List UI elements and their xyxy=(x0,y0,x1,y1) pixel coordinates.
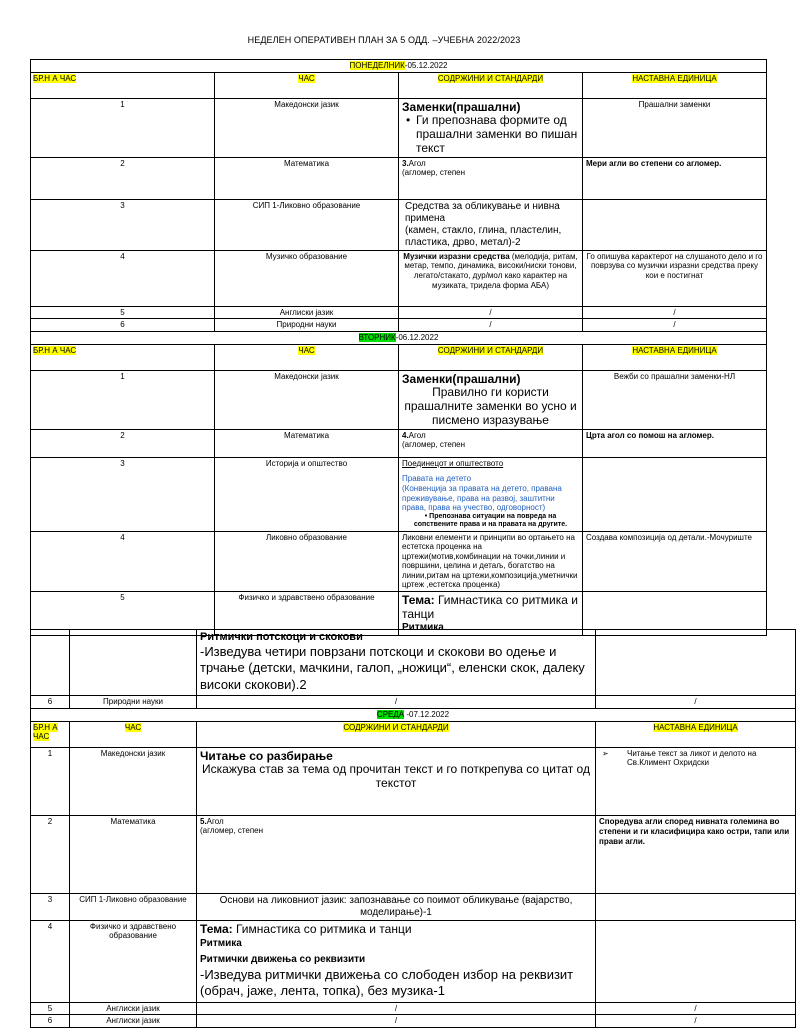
header-subject: ЧАС xyxy=(298,345,315,355)
table-row xyxy=(31,920,796,1002)
lesson-number: 5. xyxy=(200,816,207,826)
subject-name: Македонски јазик xyxy=(70,747,197,815)
header-content: СОДРЖИНИ И СТАНДАРДИ xyxy=(437,345,544,355)
content-bullet: • Препознава ситуации на повреда на сопствените права и на правата на другите. xyxy=(413,512,568,529)
header-unit: НАСТАВНА ЕДИНИЦА xyxy=(653,722,738,732)
content-text: Ликовни елементи и принципи во ортањето на естетска проценка на цртежи(мотив,комбинации на точки,линии и површини, целина и детаљ, богатство на линии,ритам на цртежи,композиција,уметнички цртеж ,естетска проценка) xyxy=(399,531,583,592)
teaching-unit: Прашални заменки xyxy=(583,99,767,158)
subject-name: Англиски јазик xyxy=(70,1002,197,1015)
subject-name: Природни науки xyxy=(70,696,197,709)
lesson-topic: Агол xyxy=(408,158,426,168)
teaching-unit: Создава композиција од детали.-Мочуриште xyxy=(583,531,767,592)
header-subject: ЧАС xyxy=(124,722,142,732)
teaching-unit: / xyxy=(583,319,767,332)
header-no: БР.Н А ЧАС xyxy=(33,345,77,355)
subject-name: Математика xyxy=(70,815,197,893)
day-date-monday: -05.12.2022 xyxy=(404,61,448,70)
row-number: 1 xyxy=(31,747,70,815)
table-row xyxy=(31,370,767,429)
content-sub: Ритмички движења со реквизити xyxy=(200,953,366,965)
content-line: Правилно ги користи прашалните заменки во усно и писмено изразување xyxy=(404,385,577,427)
day-row-wednesday xyxy=(31,708,796,721)
day-row-tuesday xyxy=(31,331,767,344)
content-title: Читање со разбирање xyxy=(200,748,333,763)
day-date-tuesday: -06.12.2022 xyxy=(395,332,439,342)
teaching-unit: Споредува агли според нивната големина во степени и ги класифицира како остри, тапи или прави агли. xyxy=(596,815,796,893)
subject-name: Македонски јазик xyxy=(215,99,399,158)
row-number: 4 xyxy=(31,531,215,592)
subject-name: Ликовно образование xyxy=(215,531,399,592)
subject-name: Физичко и здравствено образование xyxy=(215,592,399,636)
teaching-unit xyxy=(583,457,767,531)
lesson-sub: (аглoмер, степен xyxy=(200,826,264,836)
lesson-sub: (аглoмер, степен xyxy=(402,440,466,450)
subject-name: Природни науки xyxy=(215,319,399,332)
teaching-unit: Мери агли во степени со агломер. xyxy=(583,157,767,199)
weekly-plan-table-page2 xyxy=(30,629,796,1028)
table-row xyxy=(31,306,767,319)
header-unit: НАСТАВНА ЕДИНИЦА xyxy=(632,74,717,83)
row-number: 4 xyxy=(31,250,215,306)
content-slash: / xyxy=(197,1015,596,1028)
header-row xyxy=(31,344,767,370)
teaching-unit xyxy=(596,920,796,1002)
row-number: 3 xyxy=(31,199,215,250)
day-label-wednesday: СРЕДА xyxy=(376,709,405,719)
lesson-number: 3. xyxy=(402,158,409,168)
row-number: 1 xyxy=(31,99,215,158)
tema-text: Гимнастика со ритмика и танци xyxy=(402,593,578,622)
header-row xyxy=(31,721,796,747)
content-blue-line: Правата на детето xyxy=(402,474,472,484)
row-number: 3 xyxy=(31,893,70,920)
teaching-unit: Го опишува карактерот на слушаното дело и го поврзува со музички изразни средства преку кои е постигнат xyxy=(583,250,767,306)
teaching-unit: / xyxy=(596,1015,796,1028)
table-row xyxy=(31,429,767,457)
table-row xyxy=(31,630,796,696)
content-heading: Поединецот и општеството xyxy=(402,458,504,468)
document-title: НЕДЕЛЕН ОПЕРАТИВЕН ПЛАН ЗА 5 ОДД. –УЧЕБНА 2022/2023 xyxy=(247,35,521,45)
content-line: Средства за обликување и нивна примена xyxy=(405,200,560,224)
teaching-unit xyxy=(583,199,767,250)
content-title: Заменки(прашални) xyxy=(402,371,521,386)
table-row xyxy=(31,157,767,199)
teaching-unit: Вежби со прашални заменки-НЛ xyxy=(583,370,767,429)
header-no: БР.Н А ЧАС xyxy=(33,722,58,742)
table-row xyxy=(31,319,767,332)
content-line: (камен, стакло, глина, пластелин, пластика, дрво, метал)-2 xyxy=(405,224,562,248)
row-number: 6 xyxy=(31,696,70,709)
content-blue-line: преживување, права на развој, заштитни права, права на учество, одговорност) xyxy=(402,493,555,513)
teaching-unit: Црта агол со помош на агломер. xyxy=(583,429,767,457)
row-number: 5 xyxy=(31,592,215,636)
content-sub: Ритмика xyxy=(402,621,444,633)
content-slash: / xyxy=(399,306,583,319)
header-content: СОДРЖИНИ И СТАНДАРДИ xyxy=(437,74,544,83)
row-number: 2 xyxy=(31,815,70,893)
day-label-tuesday: ВТОРНИК xyxy=(358,332,396,342)
content-line: Искажува став за тема од прочитан текст и го поткрепува со цитат од текстот xyxy=(202,761,590,790)
subject-name: Англиски јазик xyxy=(215,306,399,319)
content-bullet: • Ги препознава формите од прашални заменки во пишан текст xyxy=(402,114,579,155)
header-content: СОДРЖИНИ И СТАНДАРДИ xyxy=(343,722,449,732)
teaching-unit: / xyxy=(596,696,796,709)
subject-name: Математика xyxy=(215,429,399,457)
subject-name: СИП 1-Ликовно образование xyxy=(70,893,197,920)
content-heading: Ритмички потскоци и скокови xyxy=(200,631,363,643)
content-bold: Музички изразни средства xyxy=(403,251,510,261)
lesson-number: 4. xyxy=(402,430,409,440)
subject-name: СИП 1-Ликовно образование xyxy=(215,199,399,250)
row-number: 5 xyxy=(31,1002,70,1015)
content-blue-line: (Конвенција за правата на детето, правана xyxy=(402,483,562,493)
table-row xyxy=(31,199,767,250)
row-number: 3 xyxy=(31,457,215,531)
table-row xyxy=(31,1015,796,1028)
content-title: Заменки(прашални) xyxy=(402,100,521,114)
header-unit: НАСТАВНА ЕДИНИЦА xyxy=(632,345,717,355)
content-sub: Ритмика xyxy=(200,937,242,949)
table-row xyxy=(31,99,767,158)
teaching-unit: / xyxy=(596,1002,796,1015)
table-row xyxy=(31,815,796,893)
lesson-topic: Агол xyxy=(408,430,426,440)
row-number: 5 xyxy=(31,306,215,319)
content-slash: / xyxy=(197,1002,596,1015)
row-number: 6 xyxy=(31,1015,70,1028)
subject-name: Музичко образование xyxy=(215,250,399,306)
tema-label: Тема: xyxy=(402,593,435,608)
table-row xyxy=(31,457,767,531)
table-row xyxy=(31,531,767,592)
subject-name: Македонски јазик xyxy=(215,370,399,429)
header-subject: ЧАС xyxy=(298,74,315,83)
content-text: -Изведува четири поврзани потскоци и скокови во одење и трчање (детски, мачкини, галоп, „ножици“, еленски скок, далеку високи скокови).2 xyxy=(200,644,585,692)
table-row xyxy=(31,250,767,306)
header-no: БР.Н А ЧАС xyxy=(33,74,77,83)
subject-name: Математика xyxy=(215,157,399,199)
row-number: 4 xyxy=(31,920,70,1002)
day-label-monday: ПОНЕДЕЛНИК xyxy=(349,61,405,70)
teaching-unit: / xyxy=(583,306,767,319)
lesson-topic: Агол xyxy=(206,816,224,826)
tema-label: Тема: xyxy=(200,921,233,936)
subject-name: Англиски јазик xyxy=(70,1015,197,1028)
table-row xyxy=(31,1002,796,1015)
content-bullet-text: Препознава ситуации на повреда на сопствените права и на правата на другите. xyxy=(413,512,568,529)
subject-name: Историја и општество xyxy=(215,457,399,531)
weekly-plan-table-page1 xyxy=(30,59,767,636)
teaching-unit xyxy=(596,893,796,920)
table-row xyxy=(31,696,796,709)
content-text: Основи на ликовниот јазик: запознавање со поимот обликување (вајарство, моделирање)-1 xyxy=(197,893,596,920)
teaching-unit: ➢ Читање текст за ликот и делото на Св.Климент Охридски xyxy=(599,749,792,768)
row-number: 6 xyxy=(31,319,215,332)
day-row-monday xyxy=(31,60,767,73)
table-row xyxy=(31,893,796,920)
content-slash: / xyxy=(197,696,596,709)
row-number: 2 xyxy=(31,157,215,199)
subject-name: Физичко и здравствено образование xyxy=(70,920,197,1002)
lesson-sub: (аглoмер, степен xyxy=(402,168,466,178)
content-text: -Изведува ритмички движења со слободен избор на реквизит (обрач, јаже, лента, топка), без музика-1 xyxy=(200,966,574,999)
row-number: 1 xyxy=(31,370,215,429)
header-row xyxy=(31,73,767,99)
day-date-wednesday: -07.12.2022 xyxy=(404,709,450,719)
content-slash: / xyxy=(399,319,583,332)
content-text: (мелодија, ритам, метар, темпо, динамика, високи/ниски тонови, легато/стакато, дур/мол како карактер на музиката, тридела форма АБА) xyxy=(404,251,578,290)
tema-text: Гимнастика со ритмика и танци xyxy=(235,921,412,936)
table-row xyxy=(31,747,796,815)
row-number: 2 xyxy=(31,429,215,457)
